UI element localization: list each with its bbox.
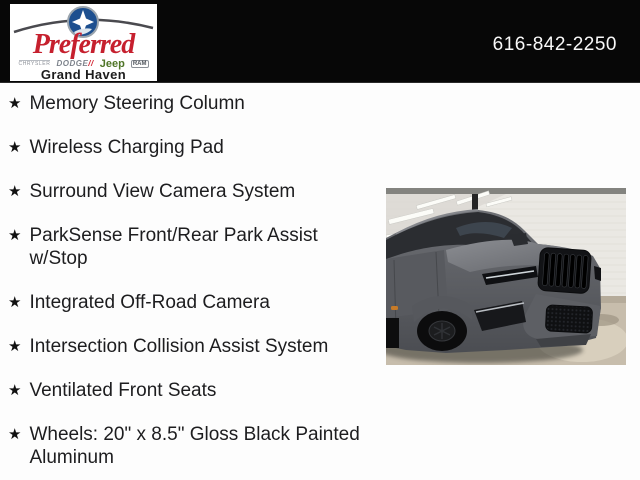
dodge-slashes-icon: // (88, 59, 94, 68)
jeep-logo: Jeep (99, 57, 125, 70)
star-bullet-icon: ★ (8, 227, 22, 244)
dealer-logo (10, 4, 157, 81)
dealer-location: Grand Haven (40, 67, 127, 82)
car-headlight-right (594, 266, 601, 281)
feature-text: ParkSense Front/Rear Park Assist w/Stop (29, 225, 318, 269)
feature-item (8, 291, 374, 314)
feature-text: Wheels: 20" x 8.5" Gloss Black Painted Aluminum (29, 424, 360, 468)
dodge-wordmark: DODGE (56, 59, 89, 68)
feature-text: Memory Steering Column (29, 93, 245, 114)
chrysler-logo: CHRYSLER (18, 61, 51, 67)
star-bullet-icon: ★ (8, 338, 22, 355)
feature-text: Ventilated Front Seats (29, 380, 217, 401)
header-bar (0, 0, 640, 83)
dealer-name: Preferred (32, 29, 135, 60)
car-grille (538, 247, 592, 293)
feature-item (8, 423, 374, 469)
dealer-phone-number: 616-842-2250 (492, 34, 617, 55)
feature-item (8, 180, 374, 203)
feature-item (8, 224, 374, 270)
bumper-mesh (545, 305, 592, 333)
star-bullet-icon: ★ (8, 426, 22, 443)
ram-logo: RAM (132, 60, 147, 67)
feature-item (8, 335, 374, 358)
feature-text: Integrated Off-Road Camera (29, 292, 270, 313)
feature-item (8, 92, 374, 115)
star-bullet-icon: ★ (8, 382, 22, 399)
feature-text: Wireless Charging Pad (29, 137, 224, 158)
ceiling-strip (386, 188, 626, 194)
star-bullet-icon: ★ (8, 183, 22, 200)
star-bullet-icon: ★ (8, 139, 22, 156)
feature-item (8, 136, 374, 159)
car-wheel-rear (386, 318, 399, 348)
feature-item (8, 379, 374, 402)
feature-list (8, 92, 374, 480)
vehicle-photo-graphic (386, 188, 626, 365)
side-marker-light (391, 306, 398, 310)
feature-text: Surround View Camera System (29, 181, 296, 202)
star-bullet-icon: ★ (8, 95, 22, 112)
feature-text: Intersection Collision Assist System (29, 336, 329, 357)
vehicle-photo (386, 188, 626, 365)
star-bullet-icon: ★ (8, 294, 22, 311)
